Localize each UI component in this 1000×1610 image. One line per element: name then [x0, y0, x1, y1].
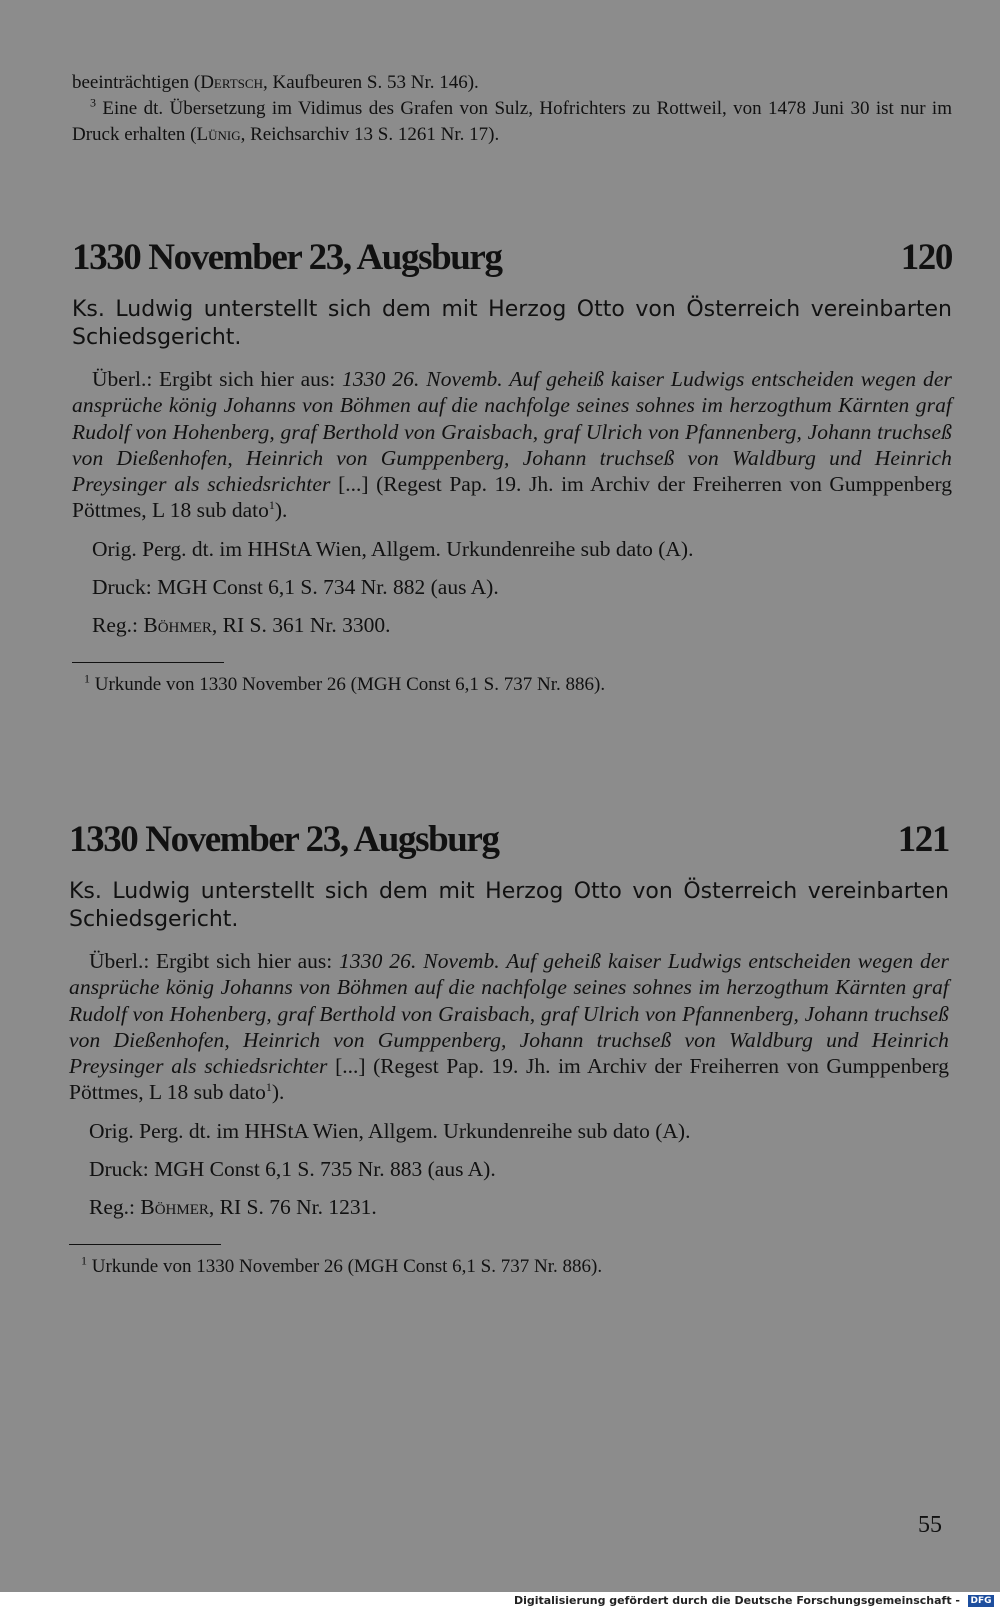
- entry-date-place: 1330 November 23, Augsburg: [72, 237, 502, 278]
- document-entry-120: [72, 236, 952, 698]
- entry-tradition: Überl.: Ergibt sich hier aus: 1330 26. Novemb. Auf geheiß kaiser Ludwigs entscheiden wegen der ansprüche könig Johanns von Böhmen auf die nachfolge seines sohnes im herzogthum Kärnten graf Rudolf von Hohenberg, graf Berthold von Graisbach, graf Ulrich von Pfannenberg, Johann truchseß von Dießenhofen, Heinrich von Gumppenberg, Johann truchseß von Waldburg und Heinrich Preysinger als schiedsrichter [...] (Regest Pap. 19. Jh. im Archiv der Freiherren von Gumppenberg Pöttmes, L 18 sub dato$^1$).: [72, 367, 953, 523]
- carryover-footnotes: [72, 70, 952, 148]
- entry-heading: [72, 236, 952, 292]
- footnote-continuation: beeinträchtigen (Dertsch, Kaufbeuren S. 53 Nr. 146).: [72, 72, 479, 93]
- dfg-logo: DFG: [968, 1595, 994, 1607]
- entry-tradition: Überl.: Ergibt sich hier aus: 1330 26. Novemb. Auf geheiß kaiser Ludwigs entscheiden wegen der ansprüche könig Johanns von Böhmen auf die nachfolge seines sohnes im herzogthum Kärnten graf Rudolf von Hohenberg, graf Berthold von Graisbach, graf Ulrich von Pfannenberg, Johann truchseß von Dießenhofen, Heinrich von Gumppenberg, Johann truchseß von Waldburg und Heinrich Preysinger als schiedsrichter [...] (Regest Pap. 19. Jh. im Archiv der Freiherren von Gumppenberg Pöttmes, L 18 sub dato$^1$).: [69, 949, 950, 1105]
- entry-print: Druck: MGH Const 6,1 S. 734 Nr. 882 (aus A).: [92, 574, 499, 599]
- entry-number: 121: [897, 819, 949, 860]
- entry-summary: Ks. Ludwig unterstellt sich dem mit Herzog Otto von Österreich vereinbarten Schiedsgericht.: [69, 879, 949, 932]
- entry-original: Orig. Perg. dt. im HHStA Wien, Allgem. Urkundenreihe sub dato (A).: [89, 1118, 691, 1143]
- entry-heading: [69, 818, 949, 874]
- footnote-divider: [69, 1244, 221, 1245]
- entry-footnote: $^1$ Urkunde von 1330 November 26 (MGH Const 6,1 S. 737 Nr. 886).: [81, 1253, 603, 1277]
- entry-number: 120: [900, 237, 952, 278]
- entry-original: Orig. Perg. dt. im HHStA Wien, Allgem. Urkundenreihe sub dato (A).: [92, 536, 694, 561]
- entry-regest: Reg.: Böhmer, RI S. 361 Nr. 3300.: [92, 612, 391, 637]
- digitization-credit: Digitalisierung gefördert durch die Deutsche Forschungsgemeinschaft -: [0, 1592, 1000, 1610]
- entry-summary: Ks. Ludwig unterstellt sich dem mit Herzog Otto von Österreich vereinbarten Schiedsgericht.: [72, 297, 952, 350]
- document-entry-121: [69, 818, 949, 1280]
- page-number: 55: [918, 1512, 942, 1538]
- footnote-3: $^3$ Eine dt. Übersetzung im Vidimus des Grafen von Sulz, Hofrichters zu Rottweil, von 1478 Juni 30 ist nur im Druck erhalten (Lünig, Reichsarchiv 13 S. 1261 Nr. 17).: [72, 95, 952, 145]
- entry-regest: Reg.: Böhmer, RI S. 76 Nr. 1231.: [89, 1194, 377, 1219]
- entry-date-place: 1330 November 23, Augsburg: [69, 819, 499, 860]
- entry-footnote: $^1$ Urkunde von 1330 November 26 (MGH Const 6,1 S. 737 Nr. 886).: [84, 671, 606, 695]
- footnote-divider: [72, 662, 224, 663]
- entry-print: Druck: MGH Const 6,1 S. 735 Nr. 883 (aus A).: [89, 1156, 496, 1181]
